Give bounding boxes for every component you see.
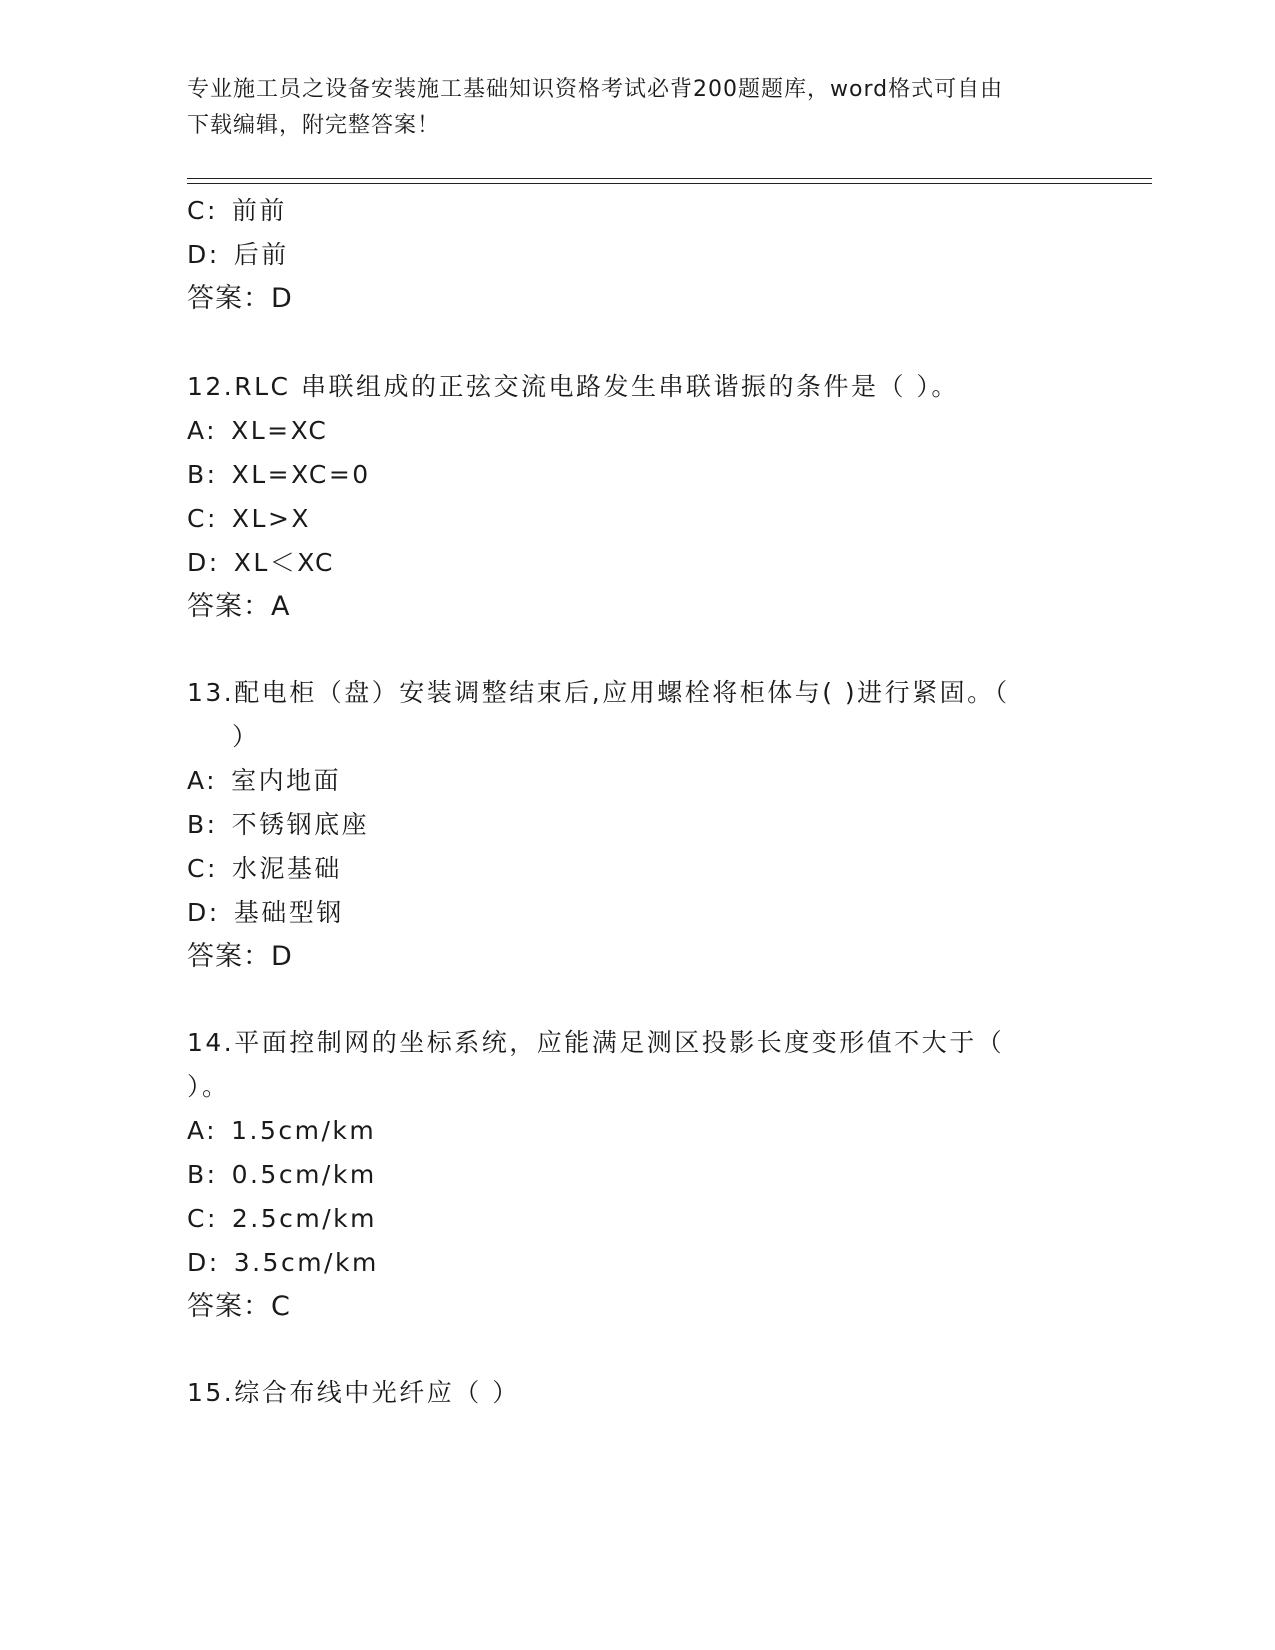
option-label: A: <box>187 766 218 795</box>
option-a <box>187 413 328 449</box>
question-15-stem: 15.综合布线中光纤应（ ） <box>187 1378 520 1407</box>
option-c <box>187 1201 377 1237</box>
question-14-stem: 14.平面控制网的坐标系统，应能满足测区投影长度变形值不大于（ <box>187 1028 1005 1057</box>
option-c <box>187 501 311 537</box>
option-a <box>187 1113 376 1149</box>
option-b <box>187 807 369 843</box>
option-text: 不锈钢底座 <box>231 810 370 839</box>
document-header <box>187 72 1087 144</box>
header-line-1: 专业施工员之设备安装施工基础知识资格考试必背200题题库，word格式可自由 <box>187 77 1004 102</box>
option-label: C: <box>187 1204 218 1233</box>
option-text: 0.5cm/km <box>231 1160 377 1189</box>
option-label: B: <box>187 1160 218 1189</box>
option-a <box>187 763 341 799</box>
option-text: 1.5cm/km <box>231 1116 377 1145</box>
option-text: 3.5cm/km <box>233 1248 379 1277</box>
option-text: 室内地面 <box>231 766 342 795</box>
option-text: XL＜XC <box>233 548 336 577</box>
option-d <box>187 545 335 581</box>
question-13-stem: 13.配电柜（盘）安装调整结束后,应用螺栓将柜体与( )进行紧固。（ <box>187 678 1010 707</box>
header-divider-top <box>187 178 1152 179</box>
option-d <box>187 1245 379 1281</box>
header-divider-bottom <box>187 183 1152 184</box>
option-label: D: <box>187 240 220 269</box>
option-label: A: <box>187 1116 218 1145</box>
option-text: XL>X <box>231 504 312 533</box>
option-label: D: <box>187 1248 220 1277</box>
option-d <box>187 237 289 273</box>
option-label: C: <box>187 504 218 533</box>
answer-line: 答案：A <box>187 591 291 622</box>
option-text: 基础型钢 <box>233 898 344 927</box>
option-label: C: <box>187 854 218 883</box>
question-13-stem-cont: ） <box>232 722 260 751</box>
question-14-stem-cont: ）。 <box>187 1072 230 1101</box>
option-text: 水泥基础 <box>231 854 342 883</box>
option-c <box>187 851 342 887</box>
option-b <box>187 457 371 493</box>
question-12-stem: 12.RLC 串联组成的正弦交流电路发生串联谐振的条件是（ ）。 <box>187 372 959 401</box>
option-label: A: <box>187 416 218 445</box>
header-line-2: 下载编辑，附完整答案！ <box>187 113 441 138</box>
option-label: B: <box>187 460 218 489</box>
option-label: C: <box>187 196 218 225</box>
option-b <box>187 1157 377 1193</box>
answer-line: 答案：D <box>187 941 293 972</box>
option-c <box>187 193 287 229</box>
option-text: 前前 <box>231 196 287 225</box>
answer-line: 答案：D <box>187 283 293 314</box>
option-text: XL=XC <box>231 416 329 445</box>
option-label: B: <box>187 810 218 839</box>
option-label: D: <box>187 898 220 927</box>
answer-line: 答案：C <box>187 1291 291 1322</box>
option-label: D: <box>187 548 220 577</box>
option-text: 后前 <box>233 240 289 269</box>
option-text: 2.5cm/km <box>231 1204 378 1233</box>
option-d <box>187 895 344 931</box>
option-text: XL=XC=0 <box>231 460 371 489</box>
